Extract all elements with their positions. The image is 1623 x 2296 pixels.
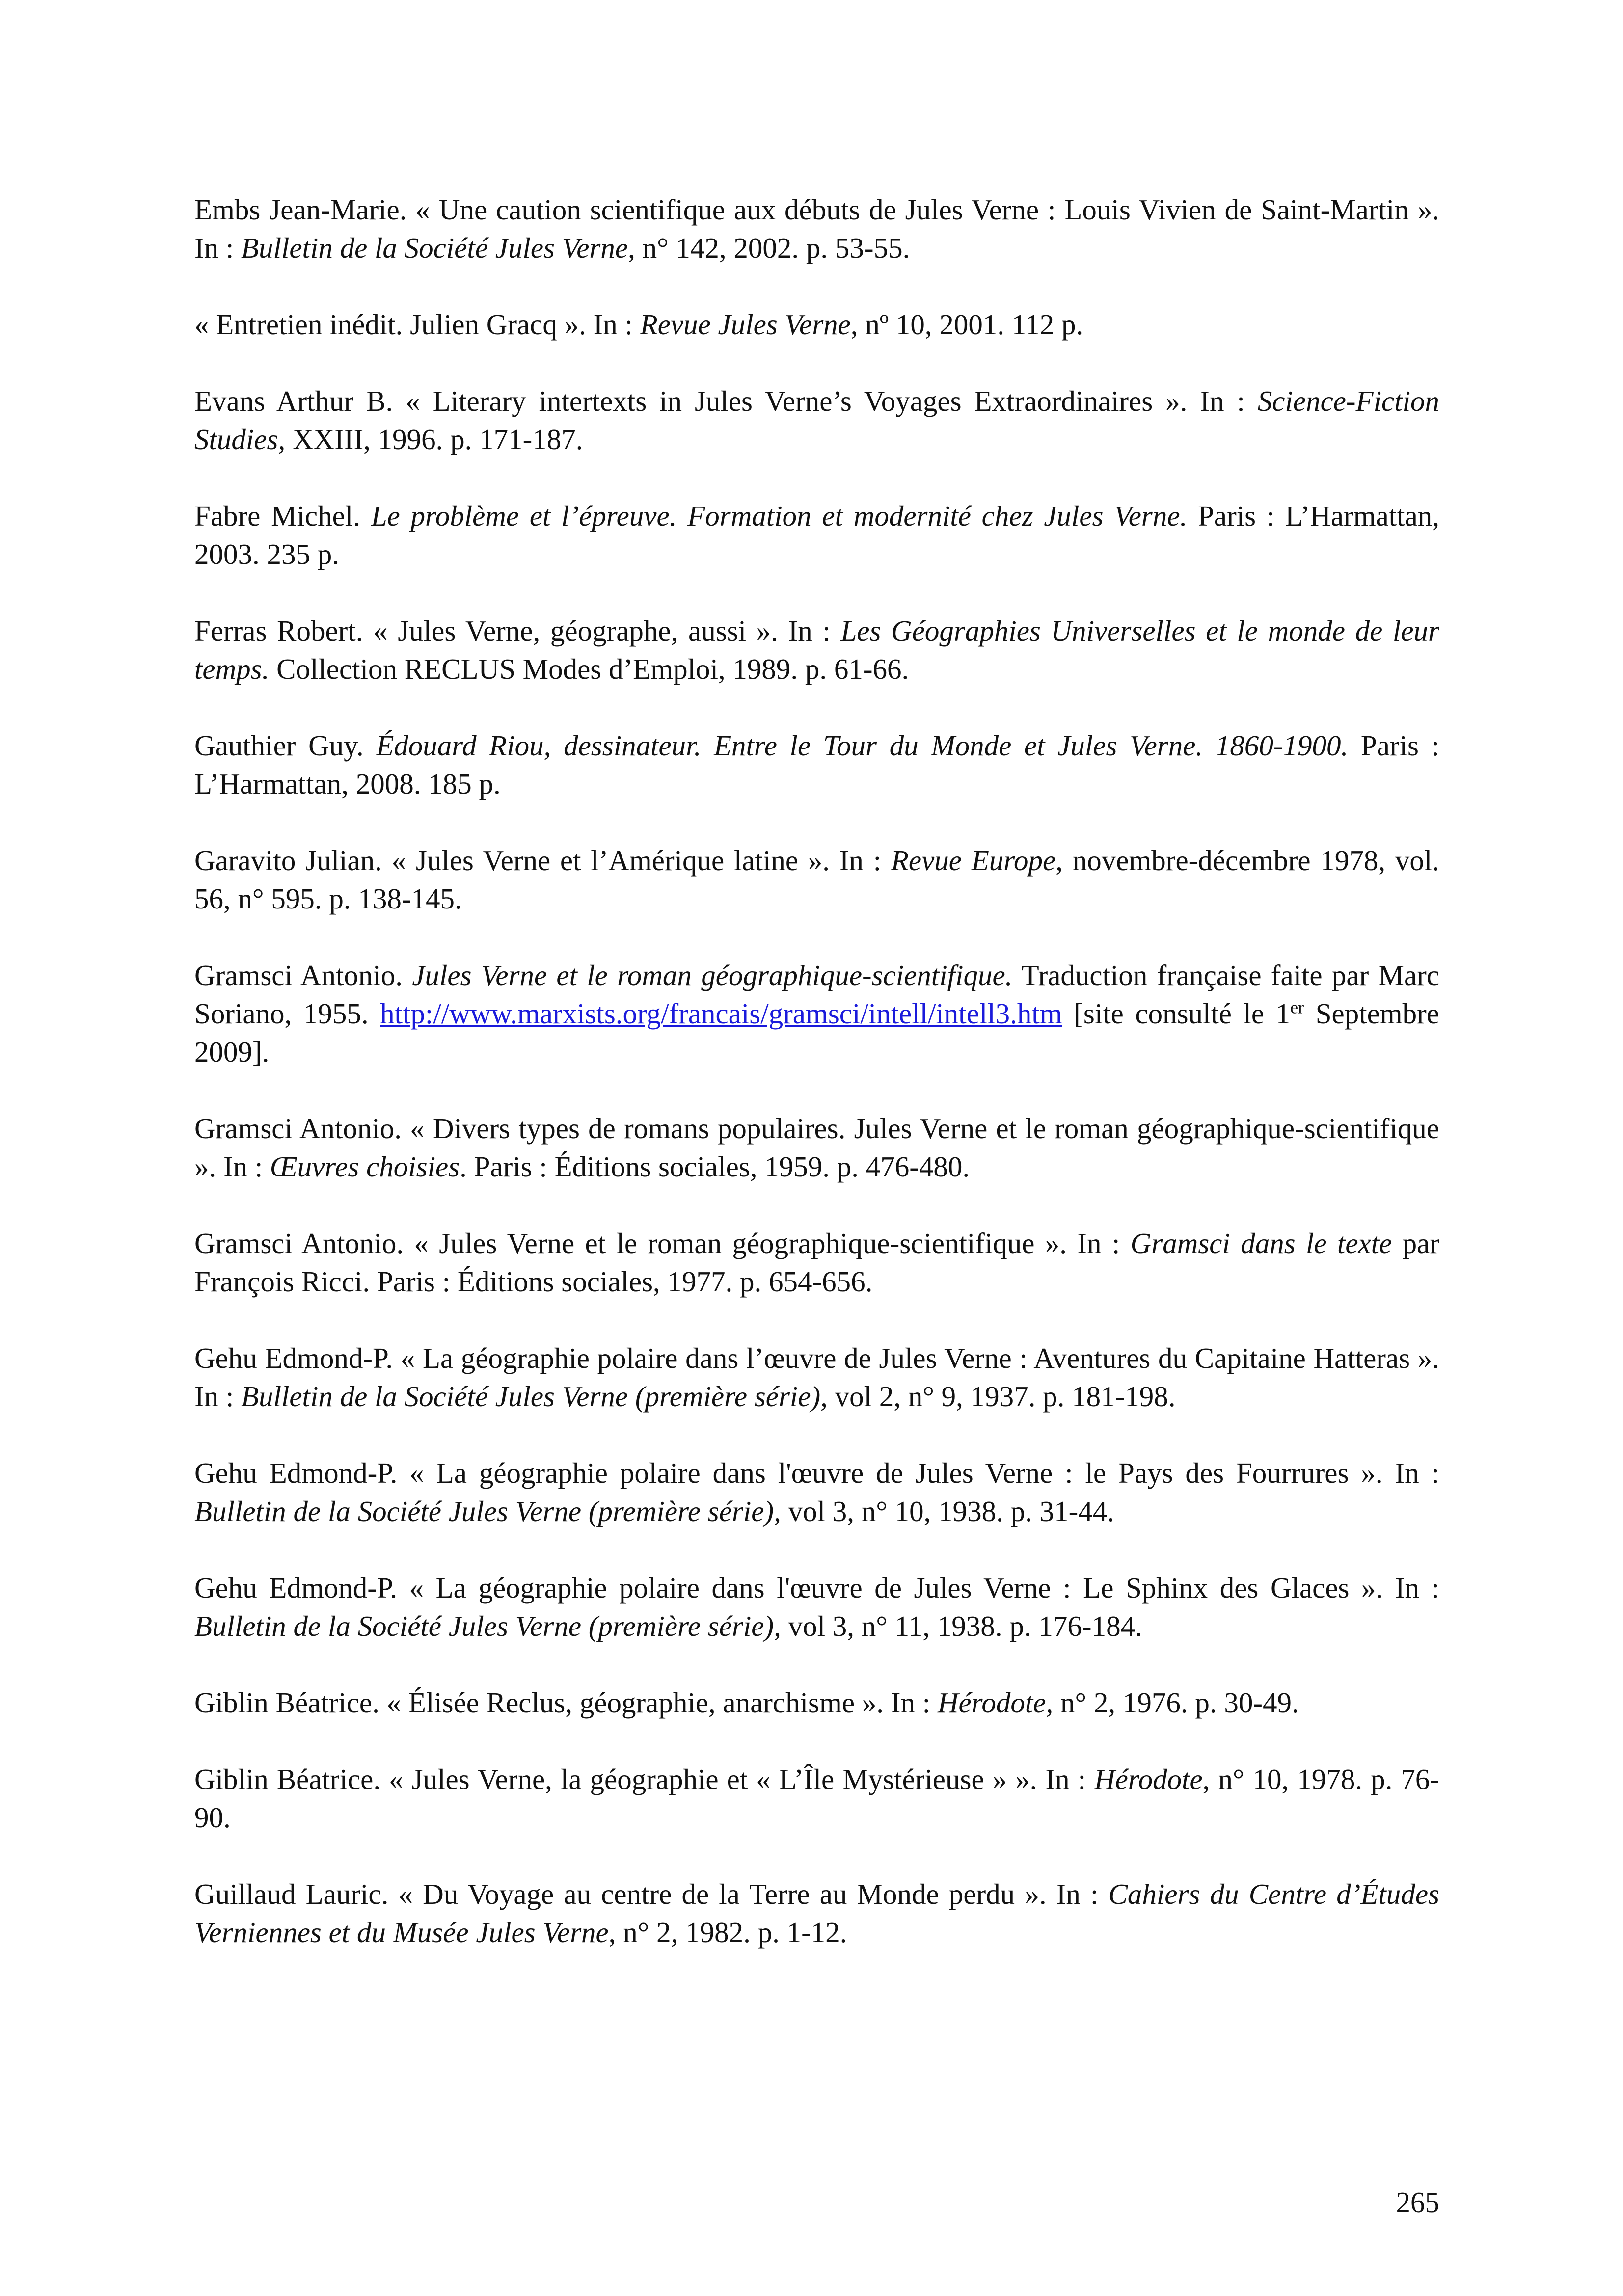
bibliography-entry — [194, 1875, 1439, 1951]
publication-title: Gramsci dans le texte — [1130, 1227, 1392, 1259]
publication-title: Jules Verne et le roman géographique-scientifique. — [412, 959, 1013, 991]
entry-text: Septembre 2009]. — [194, 997, 1439, 1068]
publication-title: Bulletin de la Société Jules Verne — [241, 232, 628, 264]
entry-text: Gramsci Antonio. « Divers types de romans populaires. Jules Verne et le roman géographique-scientifique ». In : — [194, 1112, 1439, 1183]
bibliography-entry — [194, 612, 1439, 688]
publication-title: Bulletin de la Société Jules Verne (première série), — [194, 1610, 781, 1642]
entry-text: vol 3, n° 11, 1938. p. 176-184. — [781, 1610, 1142, 1642]
entry-text: vol 3, n° 10, 1938. p. 31-44. — [781, 1495, 1115, 1527]
entry-text: Giblin Béatrice. « Jules Verne, la géographie et « L’Île Mystérieuse » ». In : — [194, 1763, 1095, 1795]
entry-text: Fabre Michel. — [194, 500, 371, 532]
entry-text: Paris : L’Harmattan, 2003. 235 p. — [194, 500, 1439, 570]
bibliography-entry — [194, 726, 1439, 803]
bibliography-entry — [194, 956, 1439, 1071]
publication-title: Les Géographies Universelles et le monde de leur temps. — [194, 614, 1439, 685]
publication-title: Science-Fiction Studies — [194, 385, 1439, 455]
entry-text: [site consulté le 1 — [1062, 997, 1291, 1030]
bibliography-list — [194, 190, 1439, 1990]
publication-title: Édouard Riou, dessinateur. Entre le Tour du Monde et Jules Verne. 1860-1900. — [376, 729, 1349, 762]
entry-text: « Entretien inédit. Julien Gracq ». In : — [194, 308, 640, 341]
publication-title: Revue Jules Verne — [640, 308, 851, 341]
entry-text: . Paris : Éditions sociales, 1959. p. 476-480. — [460, 1150, 970, 1183]
entry-text: Gramsci Antonio. « Jules Verne et le roman géographique-scientifique ». In : — [194, 1227, 1131, 1259]
publication-title: Bulletin de la Société Jules Verne (première série), — [241, 1380, 828, 1413]
bibliography-entry — [194, 1224, 1439, 1301]
bibliography-entry — [194, 1760, 1439, 1837]
bibliography-entry — [194, 1683, 1439, 1722]
entry-text: , n° 10, 1978. p. 76-90. — [194, 1763, 1439, 1834]
bibliography-entry — [194, 382, 1439, 458]
page-number: 265 — [1396, 2186, 1439, 2218]
entry-text: Guillaud Lauric. « Du Voyage au centre de la Terre au Monde perdu ». In : — [194, 1878, 1109, 1910]
entry-text: , nº 10, 2001. 112 p. — [850, 308, 1083, 341]
bibliography-entry — [194, 1109, 1439, 1186]
bibliography-entry — [194, 1339, 1439, 1415]
entry-text: Gehu Edmond-P. « La géographie polaire dans l'œuvre de Jules Verne : le Pays des Fourrures ». In : — [194, 1457, 1439, 1489]
entry-text: , XXIII, 1996. p. 171-187. — [278, 423, 583, 455]
entry-text: vol 2, n° 9, 1937. p. 181-198. — [827, 1380, 1176, 1413]
entry-text: , novembre-décembre 1978, vol. 56, n° 595. p. 138-145. — [194, 844, 1439, 915]
entry-text: Gehu Edmond-P. « La géographie polaire dans l’œuvre de Jules Verne : Aventures du Capitaine Hatteras ». In : — [194, 1342, 1439, 1413]
bibliography-entry — [194, 1454, 1439, 1530]
entry-text: n° 2, 1976. p. 30-49. — [1053, 1686, 1299, 1719]
publication-title: Hérodote — [1094, 1763, 1203, 1795]
entry-text: Garavito Julian. « Jules Verne et l’Amérique latine ». In : — [194, 844, 891, 877]
entry-text: , n° 142, 2002. p. 53-55. — [628, 232, 910, 264]
publication-title: Le problème et l’épreuve. Formation et modernité chez Jules Verne. — [371, 500, 1188, 532]
publication-title: Cahiers du Centre d’Études Verniennes et du Musée Jules Verne — [194, 1878, 1439, 1949]
entry-text: Gehu Edmond-P. « La géographie polaire dans l'œuvre de Jules Verne : Le Sphinx des Glaces ». In : — [194, 1572, 1439, 1604]
ordinal-superscript: er — [1290, 997, 1304, 1017]
entry-text: Collection RECLUS Modes d’Emploi, 1989. p. 61-66. — [269, 653, 909, 685]
publication-title: Bulletin de la Société Jules Verne (première série), — [194, 1495, 781, 1527]
entry-text: Traduction française faite par Marc Soriano, 1955. — [194, 959, 1439, 1030]
entry-text: Ferras Robert. « Jules Verne, géographe, aussi ». In : — [194, 614, 841, 647]
entry-text: Evans Arthur B. « Literary intertexts in Jules Verne’s Voyages Extraordinaires ». In : — [194, 385, 1258, 417]
bibliography-entry — [194, 841, 1439, 918]
bibliography-entry — [194, 190, 1439, 267]
entry-text: , n° 2, 1982. p. 1-12. — [608, 1916, 847, 1949]
entry-text: Gramsci Antonio. — [194, 959, 412, 991]
entry-text: par François Ricci. Paris : Éditions sociales, 1977. p. 654-656. — [194, 1227, 1439, 1298]
reference-link[interactable]: http://www.marxists.org/francais/gramsci/intell/intell3.htm — [380, 997, 1062, 1030]
publication-title: Revue Europe — [891, 844, 1056, 877]
publication-title: Œuvres choisies — [270, 1150, 460, 1183]
publication-title: Hérodote, — [937, 1686, 1054, 1719]
bibliography-entry — [194, 497, 1439, 573]
entry-text: Embs Jean-Marie. « Une caution scientifique aux débuts de Jules Verne : Louis Vivien de Saint-Martin ». In : — [194, 193, 1439, 264]
bibliography-entry — [194, 305, 1439, 344]
bibliography-entry — [194, 1569, 1439, 1645]
entry-text: Giblin Béatrice. « Élisée Reclus, géographie, anarchisme ». In : — [194, 1686, 938, 1719]
entry-text: Gauthier Guy. — [194, 729, 377, 762]
entry-text: Paris : L’Harmattan, 2008. 185 p. — [194, 729, 1439, 800]
